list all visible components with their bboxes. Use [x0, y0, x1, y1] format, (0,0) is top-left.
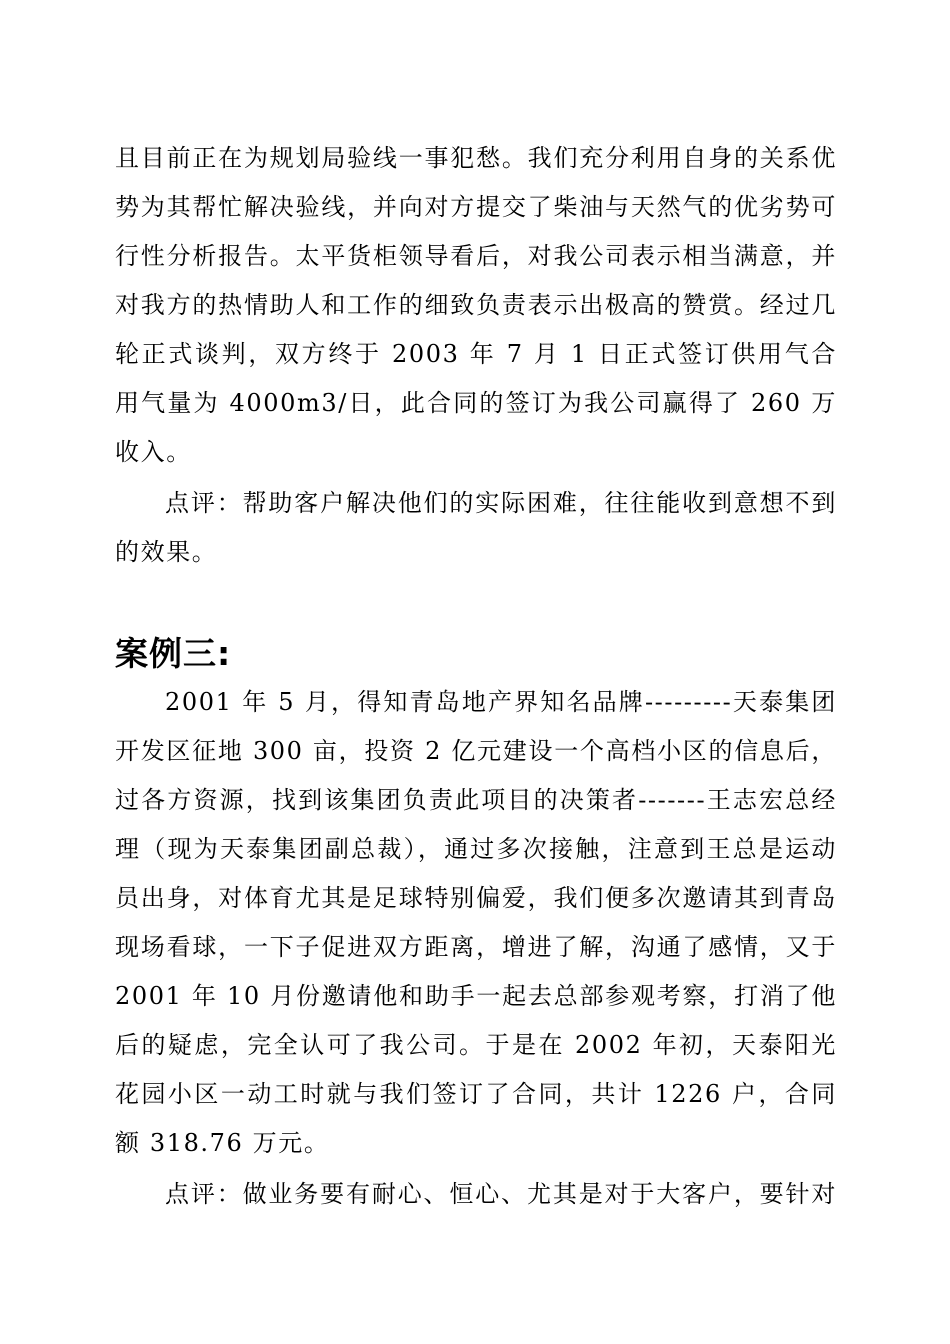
paragraph-line: 收入。 — [115, 438, 192, 466]
paragraph-line: 现场看球，一下子促进双方距离，增进了解，沟通了感情，又于 — [115, 933, 837, 961]
paragraph-line: 且目前正在为规划局验线一事犯愁。我们充分利用自身的关系优 — [115, 144, 837, 172]
paragraph-line: 额 318.76 万元。 — [115, 1129, 330, 1157]
paragraph-line: 员出身，对体育尤其是足球特别偏爱，我们便多次邀请其到青岛 — [115, 884, 837, 912]
paragraph-line: 开发区征地 300 亩，投资 2 亿元建设一个高档小区的信息后， — [115, 737, 837, 765]
paragraph-line: 对我方的热情助人和工作的细致负责表示出极高的赞赏。经过几 — [115, 291, 837, 319]
paragraph-line: 过各方资源，找到该集团负责此项目的决策者-------王志宏总经 — [115, 786, 837, 814]
paragraph-line: 2001 年 5 月，得知青岛地产界知名品牌---------天泰集团 — [165, 688, 837, 716]
paragraph-line: 轮正式谈判，双方终于 2003 年 7 月 1 日正式签订供用气合 — [115, 340, 837, 368]
section-heading: 案例三: — [115, 634, 232, 673]
paragraph-line: 用气量为 4000m3/日，此合同的签订为我公司赢得了 260 万 — [115, 389, 837, 417]
paragraph-line: 势为其帮忙解决验线，并向对方提交了柴油与天然气的优劣势可 — [115, 193, 837, 221]
comment-line: 点评：帮助客户解决他们的实际困难，往往能收到意想不到 — [165, 489, 837, 517]
paragraph-line: 行性分析报告。太平货柜领导看后，对我公司表示相当满意，并 — [115, 242, 837, 270]
comment-line: 点评：做业务要有耐心、恒心、尤其是对于大客户，要针对 — [165, 1180, 837, 1208]
paragraph-line: 2001 年 10 月份邀请他和助手一起去总部参观考察，打消了他 — [115, 982, 837, 1010]
paragraph-line: 理（现为天泰集团副总裁），通过多次接触，注意到王总是运动 — [115, 835, 837, 863]
paragraph-line: 后的疑虑，完全认可了我公司。于是在 2002 年初，天泰阳光 — [115, 1031, 837, 1059]
paragraph-line: 花园小区一动工时就与我们签订了合同，共计 1226 户，合同 — [115, 1080, 837, 1108]
comment-line: 的效果。 — [115, 538, 218, 566]
